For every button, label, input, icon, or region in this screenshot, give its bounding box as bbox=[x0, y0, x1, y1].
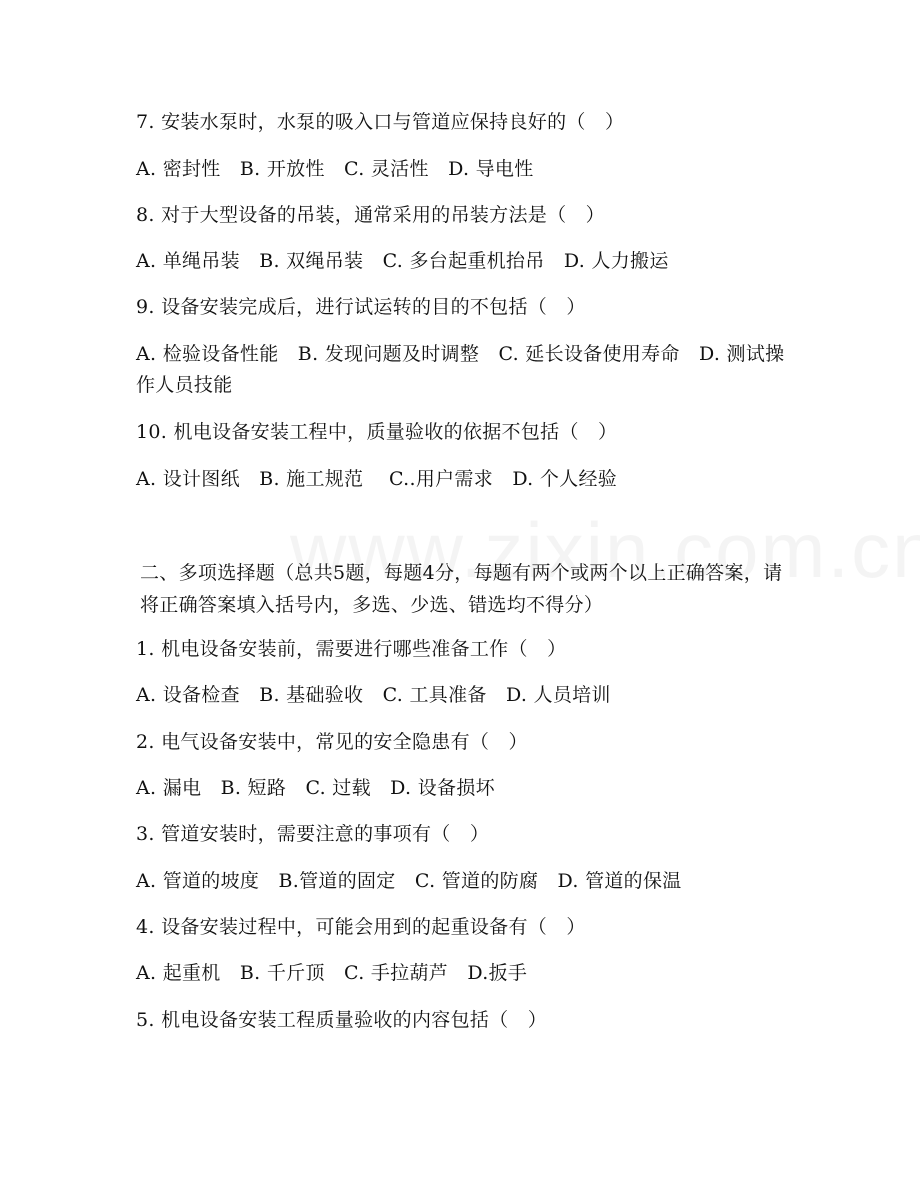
question-9: 9. 设备安装完成后，进行试运转的目的不包括（ ） bbox=[136, 296, 586, 318]
mc-question-1: 1. 机电设备安装前，需要进行哪些准备工作（ ） bbox=[136, 638, 567, 660]
options-9: A. 检验设备性能 B. 发现问题及时调整 C. 延长设备使用寿命 D. 测试操作人员技能 bbox=[136, 343, 785, 396]
mc-question-2: 2. 电气设备安装中，常见的安全隐患有（ ） bbox=[136, 731, 528, 753]
options-8: A. 单绳吊装 B. 双绳吊装 C. 多台起重机抬吊 D. 人力搬运 bbox=[136, 250, 669, 272]
mc-options-2: A. 漏电 B. 短路 C. 过载 D. 设备损坏 bbox=[136, 777, 495, 799]
mc-question-4: 4. 设备安装过程中，可能会用到的起重设备有（ ） bbox=[136, 916, 586, 938]
section-heading-multiple-choice: 二、多项选择题（总共5题，每题4分，每题有两个或两个以上正确答案，请将正确答案填入括号内，多选、少选、错选均不得分） bbox=[140, 562, 783, 616]
mc-options-1: A. 设备检查 B. 基础验收 C. 工具准备 D. 人员培训 bbox=[136, 684, 611, 706]
question-8: 8. 对于大型设备的吊装，通常采用的吊装方法是（ ） bbox=[136, 204, 605, 226]
question-7: 7. 安装水泵时，水泵的吸入口与管道应保持良好的（ ） bbox=[136, 111, 625, 133]
mc-question-5: 5. 机电设备安装工程质量验收的内容包括（ ） bbox=[136, 1009, 548, 1031]
options-10: A. 设计图纸 B. 施工规范 C..用户需求 D. 个人经验 bbox=[136, 468, 618, 490]
mc-options-3: A. 管道的坡度 B.管道的固定 C. 管道的防腐 D. 管道的保温 bbox=[136, 870, 682, 892]
question-10: 10. 机电设备安装工程中，质量验收的依据不包括（ ） bbox=[136, 421, 618, 443]
options-7: A. 密封性 B. 开放性 C. 灵活性 D. 导电性 bbox=[136, 158, 534, 180]
mc-question-3: 3. 管道安装时，需要注意的事项有（ ） bbox=[136, 823, 490, 845]
mc-options-4: A. 起重机 B. 千斤顶 C. 手拉葫芦 D.扳手 bbox=[136, 962, 528, 984]
